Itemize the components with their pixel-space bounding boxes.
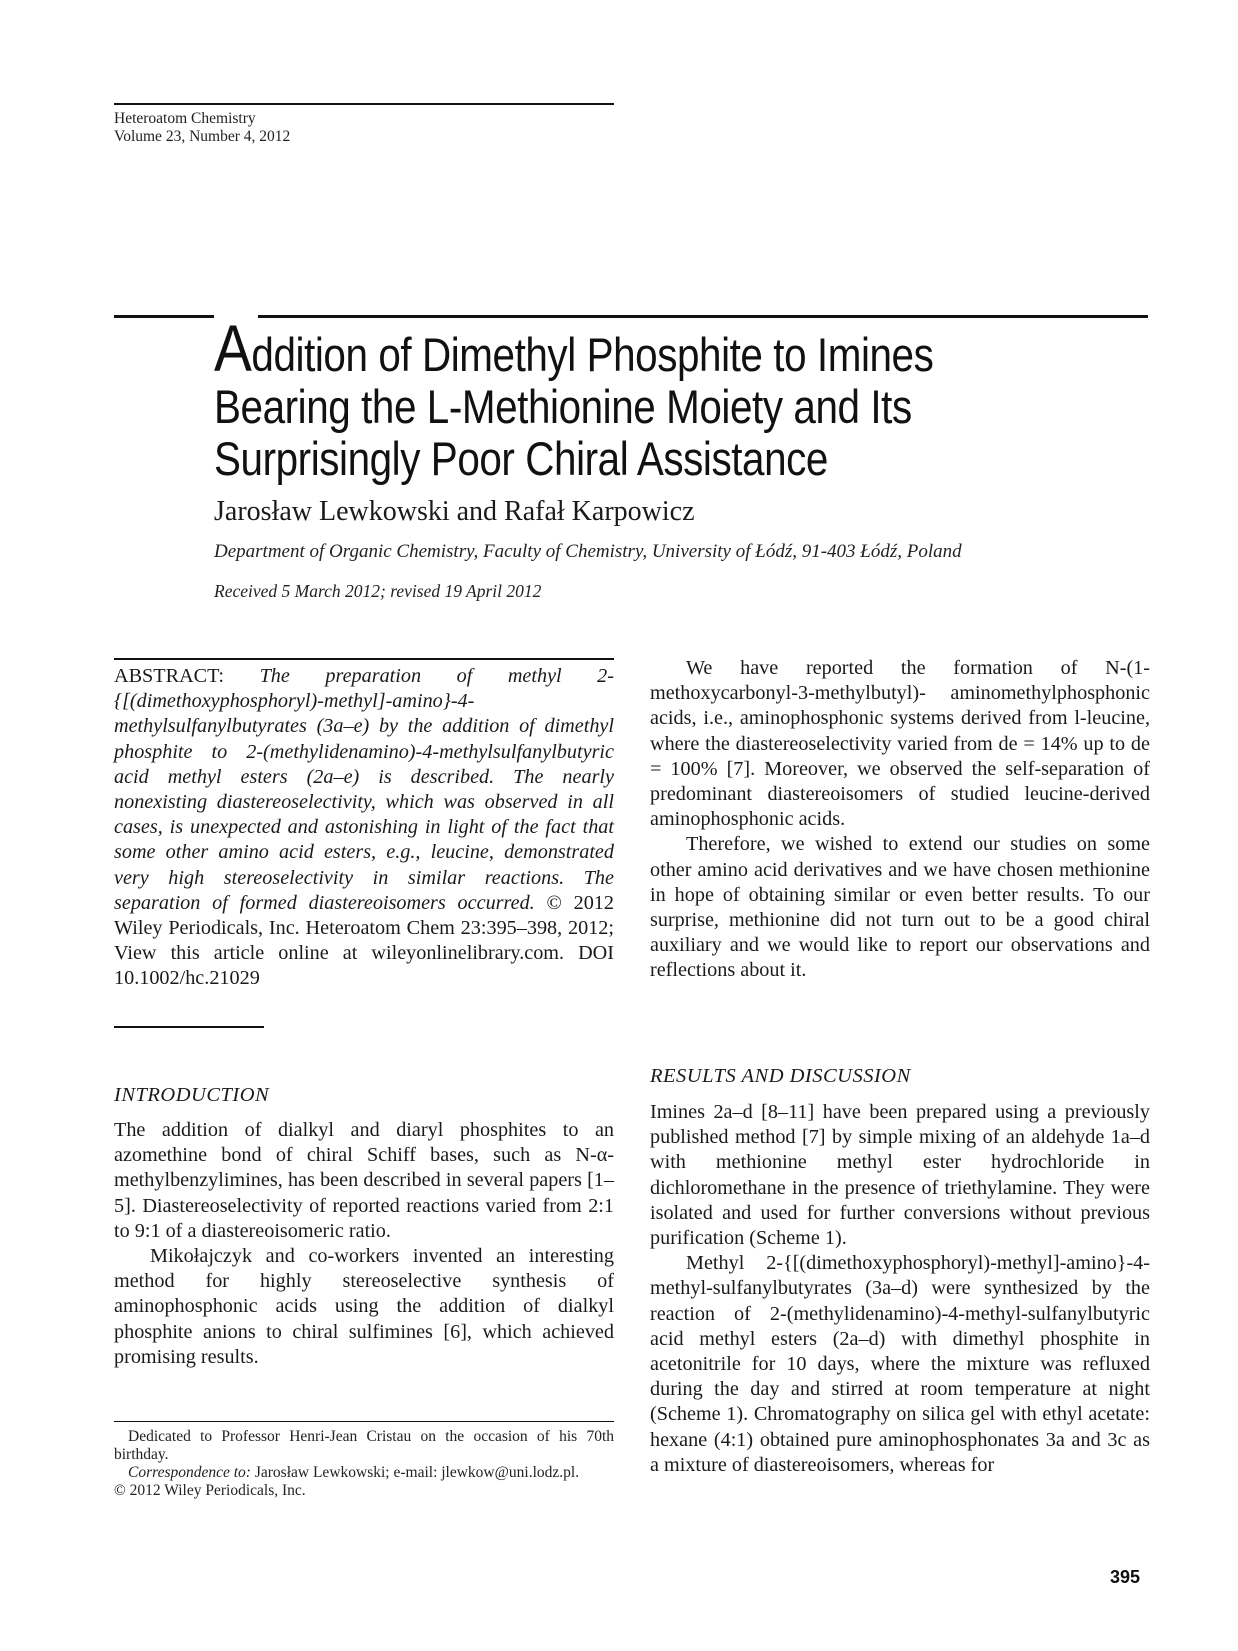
article-title bbox=[214, 311, 1014, 485]
results-paragraph-2: Methyl 2-{[(dimethoxyphosphoryl)-methyl]-amino}-4-methyl-sulfanylbutyrates (3a–d) were synthesized by the reaction of 2-(methylidenamino)-4-methyl-sulfanylbutyric acid methyl esters (2a–d) with dimethyl phosphite in acetonitrile for 10 days, where the mixture was refluxed during the day and stirred at room temperature at night (Scheme 1). Chromatography on silica gel with ethyl acetate: hexane (4:1) obtained pure aminophosphonates 3a and 3c as a mixture of diastereoisomers, whereas for bbox=[650, 1252, 1150, 1476]
abstract bbox=[114, 658, 614, 992]
page-number: 395 bbox=[1110, 1567, 1141, 1587]
abstract-text: The preparation of methyl 2-{[(dimethoxyphosphoryl)-methyl]-amino}-4-methylsulfanylbutyrates (3a–e) by the addition of dimethyl phosphite to 2-(methylidenamino)-4-methylsulfanylbutyric acid methyl esters (2a–e) is described. The nearly nonexisting diastereoselectivity, which was observed in all cases, is unexpected and astonishing in light of the fact that some other amino acid esters, e.g., leucine, demonstrated very high stereoselectivity in similar reactions. The separation of formed diastereoisomers occurred. bbox=[114, 665, 614, 914]
received-dates: Received 5 March 2012; revised 19 April 2012 bbox=[214, 581, 542, 601]
abstract-label: ABSTRACT: bbox=[114, 665, 225, 687]
results-paragraph-1: Imines 2a–d [8–11] have been prepared using a previously published method [7] by simple mixing of an aldehyde 1a–d with methionine methyl ester hydrochloride in dichloromethane in the presence of triethylamine. They were isolated and used for further conversions without previous purification (Scheme 1). bbox=[650, 1101, 1150, 1250]
affiliation: Department of Organic Chemistry, Faculty of Chemistry, University of Łódź, 91-403 Łódź, Poland bbox=[214, 541, 962, 562]
right-intro-paragraph-1: We have reported the formation of N-(1-methoxycarbonyl-3-methylbutyl)- aminomethylphosphonic acids, i.e., aminophosphonic systems derived from l-leucine, where the diastereoselectivity varied from de = 14% up to de = 100% [7]. Moreover, we observed the self-separation of predominant diastereoisomers of studied leucine-derived aminophosphonic acids. bbox=[650, 657, 1150, 831]
results-heading: RESULTS AND DISCUSSION bbox=[650, 1065, 911, 1087]
introduction-body bbox=[114, 1118, 614, 1370]
title-rule-right bbox=[258, 315, 1148, 318]
abstract-citation: © 2012 Wiley Periodicals, Inc. Heteroatom Chem 23:395–398, 2012; View this article online at wileyonlinelibrary.com. DOI 10.1002/hc.21029 bbox=[114, 891, 614, 990]
journal-volume: Volume 23, Number 4, 2012 bbox=[114, 128, 291, 145]
title-line-3: Surprisingly Poor Chiral Assistance bbox=[214, 432, 828, 485]
footnote-rule bbox=[114, 1421, 614, 1422]
journal-name: Heteroatom Chemistry bbox=[114, 110, 256, 127]
introduction-heading: INTRODUCTION bbox=[114, 1084, 270, 1106]
introduction-paragraph-2: Mikołajczyk and co-workers invented an interesting method for highly stereoselective synthesis of aminophosphonic acids using the addition of dialkyl phosphite anions to chiral sulfimines [6], which achieved promising results. bbox=[114, 1245, 614, 1368]
title-line-2: Bearing the L-Methionine Moiety and Its bbox=[214, 380, 912, 433]
title-line-1-rest: ddition of Dimethyl Phosphite to Imines bbox=[251, 328, 934, 381]
correspondence-label: Correspondence to: bbox=[128, 1464, 251, 1481]
abstract-end-rule bbox=[114, 1026, 264, 1028]
journal-header bbox=[114, 103, 614, 146]
title-dropcap: A bbox=[214, 311, 252, 385]
right-intro-body bbox=[650, 656, 1150, 984]
footnote-dedication: Dedicated to Professor Henri-Jean Cristau on the occasion of his 70th birthday. bbox=[114, 1428, 614, 1463]
authors: Jarosław Lewkowski and Rafał Karpowicz bbox=[214, 496, 695, 527]
footnote-correspondence bbox=[114, 1464, 614, 1482]
footnotes bbox=[114, 1428, 614, 1500]
right-intro-paragraph-2: Therefore, we wished to extend our studies on some other amino acid derivatives and we have chosen methionine in hope of obtaining similar or even better results. To our surprise, methionine did not turn out to be a good chiral auxiliary and we would like to report our observations and reflections about it. bbox=[650, 833, 1150, 982]
introduction-paragraph-1: The addition of dialkyl and diaryl phosphites to an azomethine bond of chiral Schiff bases, such as N-α-methylbenzylimines, has been described in several papers [1–5]. Diastereoselectivity of reported reactions varied from 2:1 to 9:1 of a diastereoisomeric ratio. bbox=[114, 1119, 614, 1242]
footnote-copyright: © 2012 Wiley Periodicals, Inc. bbox=[114, 1482, 306, 1499]
title-rule-left bbox=[114, 315, 214, 318]
correspondence-text: Jarosław Lewkowski; e-mail: jlewkow@uni.lodz.pl. bbox=[250, 1464, 580, 1481]
results-body bbox=[650, 1100, 1150, 1478]
title-line-1 bbox=[214, 311, 1014, 385]
